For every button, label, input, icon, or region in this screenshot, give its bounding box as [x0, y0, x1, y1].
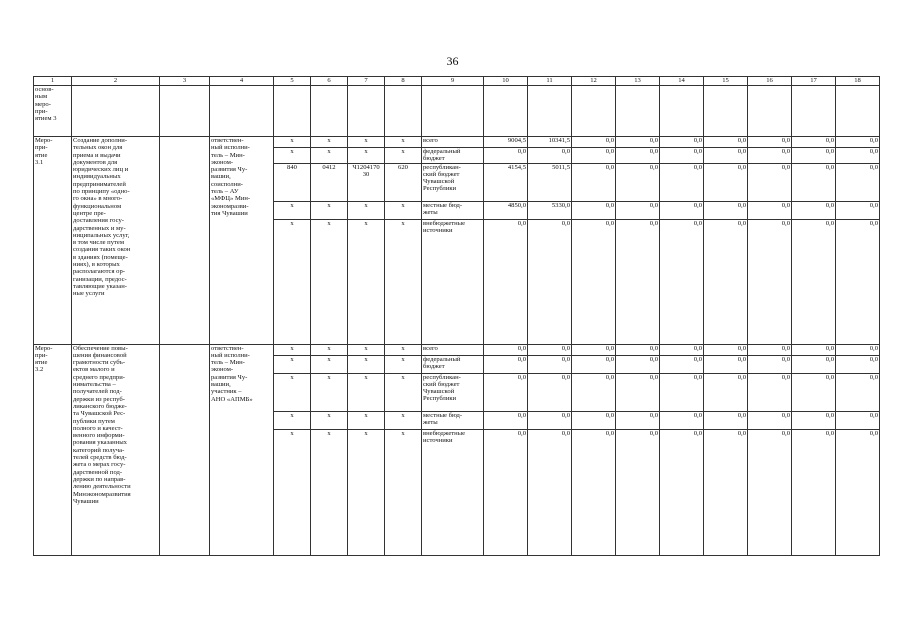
amount-cell: 0,0: [572, 344, 616, 355]
continuation-row: [34, 86, 880, 137]
amount-cell: 0,0: [748, 429, 792, 555]
amount-cell: 0,0: [704, 201, 748, 219]
code-rzpr: x: [311, 411, 348, 429]
amount-cell: 0,0: [748, 148, 792, 164]
amount-cell: 0,0: [748, 355, 792, 373]
header-row: [34, 77, 880, 86]
code-vr: x: [385, 373, 422, 411]
code-csr: x: [348, 219, 385, 344]
amount-cell: 0,0: [748, 137, 792, 148]
amount-cell: 0,0: [792, 148, 836, 164]
empty-cell: [422, 86, 484, 137]
funding-source: всего: [422, 344, 484, 355]
amount-cell: 4850,0: [484, 201, 528, 219]
amount-cell: 0,0: [528, 219, 572, 344]
amount-cell: 0,0: [836, 163, 880, 201]
code-csr: Ч1204170 30: [348, 163, 385, 201]
amount-cell: 0,0: [484, 373, 528, 411]
empty-cell: [210, 86, 274, 137]
page-number: 36: [446, 54, 459, 68]
column-header: 12: [572, 77, 616, 86]
amount-cell: 0,0: [704, 429, 748, 555]
amount-cell: 0,0: [572, 137, 616, 148]
code-csr: x: [348, 344, 385, 355]
code-rzpr: x: [311, 137, 348, 148]
empty-cell: [160, 344, 210, 555]
amount-cell: 0,0: [616, 344, 660, 355]
amount-cell: 0,0: [660, 429, 704, 555]
code-grbs: x: [274, 373, 311, 411]
amount-cell: 0,0: [660, 344, 704, 355]
empty-cell: [748, 86, 792, 137]
amount-cell: 0,0: [792, 219, 836, 344]
amount-cell: 0,0: [572, 411, 616, 429]
amount-cell: 0,0: [616, 355, 660, 373]
amount-cell: 0,0: [704, 148, 748, 164]
column-header: 9: [422, 77, 484, 86]
measure-code: Меро- при- ятие 3.1: [34, 137, 72, 345]
empty-cell: [660, 86, 704, 137]
budget-table: [33, 76, 880, 556]
column-header: 4: [210, 77, 274, 86]
amount-cell: 0,0: [528, 344, 572, 355]
amount-cell: 4154,5: [484, 163, 528, 201]
code-csr: x: [348, 355, 385, 373]
funding-source: местные бюд- жеты: [422, 201, 484, 219]
funding-source: республикан- ский бюджет Чувашской Республики: [422, 373, 484, 411]
amount-cell: 0,0: [704, 355, 748, 373]
amount-cell: 0,0: [704, 373, 748, 411]
amount-cell: 0,0: [836, 429, 880, 555]
amount-cell: 0,0: [748, 411, 792, 429]
funding-source: внебюджетные источники: [422, 429, 484, 555]
amount-cell: 0,0: [704, 163, 748, 201]
amount-cell: 0,0: [572, 148, 616, 164]
empty-cell: [704, 86, 748, 137]
code-grbs: x: [274, 148, 311, 164]
code-csr: x: [348, 373, 385, 411]
column-header: 17: [792, 77, 836, 86]
amount-cell: 0,0: [704, 137, 748, 148]
code-csr: x: [348, 137, 385, 148]
amount-cell: 5330,0: [528, 201, 572, 219]
amount-cell: 0,0: [792, 355, 836, 373]
column-header: 2: [72, 77, 160, 86]
amount-cell: 0,0: [484, 411, 528, 429]
table-row: [34, 137, 880, 148]
amount-cell: 0,0: [836, 219, 880, 344]
empty-cell: [160, 137, 210, 345]
amount-cell: 0,0: [484, 429, 528, 555]
amount-cell: 0,0: [616, 148, 660, 164]
amount-cell: 0,0: [792, 137, 836, 148]
column-header: 13: [616, 77, 660, 86]
amount-cell: 0,0: [484, 148, 528, 164]
empty-cell: [385, 86, 422, 137]
amount-cell: 0,0: [836, 344, 880, 355]
column-header: 3: [160, 77, 210, 86]
code-vr: x: [385, 137, 422, 148]
code-rzpr: x: [311, 355, 348, 373]
amount-cell: 0,0: [484, 344, 528, 355]
measure-name: Создание дополни- тельных окон для приема и выдачи документов для юридических лиц и индивидуальных предпринимателей по принципу «одно- го окна» в много- функциональном центре пре- доставления госу- дарственных и му- ниципальных услуг, в том числе путем создания таких окон в зданиях (помеще- ниях), в которых располагаются ор- ганизации, предос- тавляющие указан- ные услуги: [72, 137, 160, 345]
amount-cell: 0,0: [660, 411, 704, 429]
amount-cell: 0,0: [572, 429, 616, 555]
amount-cell: 0,0: [836, 201, 880, 219]
code-csr: x: [348, 429, 385, 555]
empty-cell: [311, 86, 348, 137]
amount-cell: 0,0: [660, 355, 704, 373]
amount-cell: 0,0: [616, 219, 660, 344]
measure-code: Меро- при- ятие 3.2: [34, 344, 72, 555]
amount-cell: 0,0: [572, 219, 616, 344]
amount-cell: 5011,5: [528, 163, 572, 201]
measure-name: Обеспечение повы- шения финансовой грамотности субъ- ектов малого и среднего предпри- нимательства – получателей под- держки из респуб- ликанского бюдже- та Чувашской Рес- публики путем полного и качест- венного информи- рования указанных категорий получа- телей средств бюд- жета о мерах госу- дарственной под- держки по направ- лению деятельности Минэкономразвития Чувашии: [72, 344, 160, 555]
funding-source: местные бюд- жеты: [422, 411, 484, 429]
empty-cell: [616, 86, 660, 137]
column-header: 18: [836, 77, 880, 86]
amount-cell: 0,0: [616, 429, 660, 555]
code-vr: x: [385, 148, 422, 164]
amount-cell: 0,0: [792, 429, 836, 555]
empty-cell: [792, 86, 836, 137]
column-header: 6: [311, 77, 348, 86]
amount-cell: 10341,5: [528, 137, 572, 148]
amount-cell: 0,0: [616, 201, 660, 219]
code-grbs: x: [274, 344, 311, 355]
amount-cell: 0,0: [792, 373, 836, 411]
code-rzpr: x: [311, 373, 348, 411]
code-grbs: x: [274, 137, 311, 148]
code-vr: x: [385, 355, 422, 373]
amount-cell: 0,0: [704, 344, 748, 355]
measure-executor: ответствен- ный исполни- тель – Мин- эконом- развития Чу- вашии, участник – АНО «АПМБ»: [210, 344, 274, 555]
amount-cell: 0,0: [836, 148, 880, 164]
column-header: 14: [660, 77, 704, 86]
column-header: 7: [348, 77, 385, 86]
measure-executor: ответствен- ный исполни- тель – Мин- эконом- развития Чу- вашии, соисполни- тель – АУ «МФЦ» Мин- экономразви- тия Чувашии: [210, 137, 274, 345]
amount-cell: 0,0: [528, 148, 572, 164]
code-csr: x: [348, 411, 385, 429]
amount-cell: 0,0: [748, 219, 792, 344]
code-grbs: x: [274, 411, 311, 429]
amount-cell: 0,0: [484, 219, 528, 344]
amount-cell: 0,0: [572, 201, 616, 219]
column-header: 10: [484, 77, 528, 86]
funding-source: всего: [422, 137, 484, 148]
amount-cell: 0,0: [748, 201, 792, 219]
amount-cell: 0,0: [836, 137, 880, 148]
empty-cell: [274, 86, 311, 137]
code-grbs: x: [274, 219, 311, 344]
empty-cell: [160, 86, 210, 137]
amount-cell: 0,0: [748, 344, 792, 355]
amount-cell: 0,0: [616, 163, 660, 201]
table-body: [34, 77, 880, 556]
amount-cell: 0,0: [836, 355, 880, 373]
amount-cell: 0,0: [660, 163, 704, 201]
amount-cell: 0,0: [616, 411, 660, 429]
amount-cell: 0,0: [704, 219, 748, 344]
column-header: 16: [748, 77, 792, 86]
column-header: 1: [34, 77, 72, 86]
amount-cell: 0,0: [484, 355, 528, 373]
empty-cell: [484, 86, 528, 137]
column-header: 8: [385, 77, 422, 86]
continuation-label: основ- ным меро- при- ятием 3: [34, 86, 72, 137]
table-row: [34, 344, 880, 355]
code-csr: x: [348, 201, 385, 219]
amount-cell: 0,0: [792, 201, 836, 219]
column-header: 15: [704, 77, 748, 86]
code-rzpr: x: [311, 201, 348, 219]
code-rzpr: x: [311, 429, 348, 555]
empty-cell: [348, 86, 385, 137]
funding-source: внебюджетные источники: [422, 219, 484, 344]
code-vr: x: [385, 219, 422, 344]
code-rzpr: 0412: [311, 163, 348, 201]
amount-cell: 0,0: [660, 148, 704, 164]
code-rzpr: x: [311, 344, 348, 355]
empty-cell: [528, 86, 572, 137]
amount-cell: 0,0: [704, 411, 748, 429]
amount-cell: 0,0: [528, 355, 572, 373]
amount-cell: 0,0: [792, 411, 836, 429]
amount-cell: 0,0: [572, 355, 616, 373]
empty-cell: [836, 86, 880, 137]
funding-source: федеральный бюджет: [422, 355, 484, 373]
code-vr: x: [385, 429, 422, 555]
amount-cell: 0,0: [748, 163, 792, 201]
amount-cell: 0,0: [792, 344, 836, 355]
column-header: 11: [528, 77, 572, 86]
amount-cell: 0,0: [660, 201, 704, 219]
code-vr: 620: [385, 163, 422, 201]
amount-cell: 0,0: [528, 373, 572, 411]
amount-cell: 0,0: [660, 373, 704, 411]
amount-cell: 0,0: [616, 373, 660, 411]
code-csr: x: [348, 148, 385, 164]
empty-cell: [72, 86, 160, 137]
code-grbs: 840: [274, 163, 311, 201]
amount-cell: 0,0: [660, 219, 704, 344]
code-grbs: x: [274, 201, 311, 219]
code-vr: x: [385, 201, 422, 219]
code-grbs: x: [274, 355, 311, 373]
code-rzpr: x: [311, 219, 348, 344]
amount-cell: 9004,5: [484, 137, 528, 148]
amount-cell: 0,0: [528, 411, 572, 429]
amount-cell: 0,0: [660, 137, 704, 148]
amount-cell: 0,0: [792, 163, 836, 201]
code-grbs: x: [274, 429, 311, 555]
funding-source: федеральный бюджет: [422, 148, 484, 164]
amount-cell: 0,0: [748, 373, 792, 411]
empty-cell: [572, 86, 616, 137]
amount-cell: 0,0: [836, 373, 880, 411]
amount-cell: 0,0: [572, 163, 616, 201]
column-header: 5: [274, 77, 311, 86]
amount-cell: 0,0: [528, 429, 572, 555]
code-vr: x: [385, 344, 422, 355]
code-vr: x: [385, 411, 422, 429]
funding-source: республикан- ский бюджет Чувашской Республики: [422, 163, 484, 201]
amount-cell: 0,0: [616, 137, 660, 148]
amount-cell: 0,0: [836, 411, 880, 429]
amount-cell: 0,0: [572, 373, 616, 411]
code-rzpr: x: [311, 148, 348, 164]
